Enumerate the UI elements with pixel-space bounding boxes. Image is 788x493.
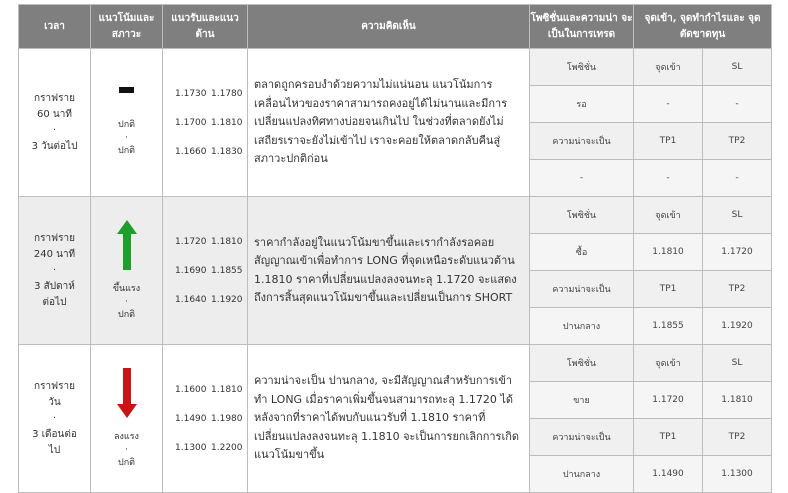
- timeframe-line: ต่อไป: [42, 296, 67, 308]
- trade-cell: TP1: [634, 271, 703, 308]
- timeframe-line: กราฟราย: [34, 92, 75, 104]
- status-separator: ·: [125, 296, 128, 307]
- levels-cell: [163, 197, 248, 345]
- resistance-level: 1.2200: [211, 442, 243, 453]
- trade-cell: ความน่าจะเป็น: [530, 419, 634, 456]
- timeframe-cell: [19, 197, 91, 345]
- trade-cell: รอ: [530, 86, 634, 123]
- timeframe-line: กราฟราย: [34, 232, 75, 244]
- timeframe-line: ไป: [48, 444, 61, 456]
- header-targets: จุดเข้า, จุดทำกำไรและ จุดตัดขาดทุน: [634, 5, 772, 49]
- trend-label: ปกติ: [117, 120, 135, 130]
- green-up-arrow-icon: [117, 220, 137, 270]
- timeframe-line: กราฟราย: [34, 380, 75, 392]
- trade-cell: ความน่าจะเป็น: [530, 271, 634, 308]
- resistance-level: 1.1855: [211, 265, 243, 276]
- timeframe-line: ·: [52, 412, 57, 424]
- timeframe-line: ·: [52, 264, 57, 276]
- timeframe-line: 60 นาที: [37, 108, 72, 120]
- trade-cell: -: [703, 86, 772, 123]
- trade-cell: -: [530, 160, 634, 197]
- header-time: เวลา: [19, 5, 91, 49]
- trade-cell: TP1: [634, 419, 703, 456]
- trend-cell: [91, 345, 163, 493]
- resistance-level: 1.1830: [211, 146, 243, 157]
- levels-cell: [163, 345, 248, 493]
- header-levels: แนวรับและแนว ต้าน: [163, 5, 248, 49]
- header-row: [19, 5, 772, 49]
- trade-cell: TP2: [703, 123, 772, 160]
- timeframe-cell: [19, 49, 91, 197]
- header-position: โพซิชั่นและความน่า จะเป็นในการเทรด: [530, 5, 634, 49]
- trade-cell: 1.1720: [703, 234, 772, 271]
- volatility-label: ปกติ: [117, 146, 135, 156]
- trade-cell: ความน่าจะเป็น: [530, 123, 634, 160]
- trade-cell: 1.1300: [703, 456, 772, 493]
- status-separator: ·: [125, 133, 128, 143]
- trade-cell: 1.1920: [703, 308, 772, 345]
- support-level: 1.1690: [175, 265, 207, 276]
- forecast-table: [18, 4, 772, 493]
- support-level: 1.1660: [175, 146, 207, 157]
- trend-cell: [91, 197, 163, 345]
- table-row: [19, 197, 772, 234]
- trend-label: ขึ้นแรง: [112, 283, 141, 294]
- trade-cell: ปานกลาง: [530, 456, 634, 493]
- trade-cell: 1.1810: [703, 382, 772, 419]
- trade-cell: TP2: [703, 271, 772, 308]
- table-row: [19, 49, 772, 86]
- trade-cell: SL: [703, 197, 772, 234]
- trade-cell: ซื้อ: [530, 234, 634, 271]
- trade-cell: SL: [703, 345, 772, 382]
- red-down-arrow-icon: [117, 368, 137, 418]
- trade-cell: โพซิชั่น: [530, 49, 634, 86]
- trade-cell: โพซิชั่น: [530, 345, 634, 382]
- trade-cell: 1.1810: [634, 234, 703, 271]
- timeframe-line: ·: [52, 124, 57, 136]
- analysis-cell: ตลาดถูกครอบงำด้วยความไม่แน่นอน แนวโน้มการเคลื่อนไหวของราคาสามารถคงอยู่ได้ไม่นานและมีการเปลี่ยนแปลงทิศทางบ่อยจนเกินไป ในช่วงที่ตลาดยังไม่เสถียรเราจะยังไม่เข้าไป เราจะคอยให้ตลาดกลับคืนสู่สภาวะปกติก่อน: [248, 49, 530, 197]
- resistance-level: 1.1810: [211, 117, 243, 128]
- resistance-level: 1.1780: [211, 88, 243, 99]
- support-level: 1.1730: [175, 88, 207, 99]
- trade-cell: จุดเข้า: [634, 345, 703, 382]
- support-level: 1.1300: [175, 442, 207, 453]
- trade-cell: จุดเข้า: [634, 49, 703, 86]
- header-analysis: ความคิดเห็น: [248, 5, 530, 49]
- timeframe-line: 3 วันต่อไป: [31, 140, 78, 152]
- table-row: [19, 345, 772, 382]
- analysis-cell: ราคากำลังอยู่ในแนวโน้มขาขึ้นและเรากำลังรอคอยสัญญาณเข้าเพื่อทำการ LONG ที่จุดเหนือระดับแนวต้าน 1.1810 ราคาที่เปลี่ยนแปลงลงจนทะลุ 1.1720 จะแสดงถึงการสิ้นสุดแนวโน้มขาขึ้นและเปลี่ยนเป็นการ SHORT: [248, 197, 530, 345]
- support-level: 1.1490: [175, 413, 207, 424]
- support-level: 1.1600: [175, 384, 207, 395]
- timeframe-cell: [19, 345, 91, 493]
- trend-label: ลงแรง: [114, 431, 139, 442]
- resistance-level: 1.1920: [211, 294, 243, 305]
- trade-cell: 1.1855: [634, 308, 703, 345]
- levels-cell: [163, 49, 248, 197]
- trade-cell: SL: [703, 49, 772, 86]
- trade-cell: จุดเข้า: [634, 197, 703, 234]
- trade-cell: ขาย: [530, 382, 634, 419]
- trade-cell: 1.1490: [634, 456, 703, 493]
- trade-cell: โพซิชั่น: [530, 197, 634, 234]
- support-level: 1.1720: [175, 236, 207, 247]
- header-trend: แนวโน้มและ สภาวะ: [91, 5, 163, 49]
- timeframe-line: วัน: [48, 396, 61, 408]
- timeframe-line: 3 เดือนต่อ: [32, 428, 77, 440]
- trade-cell: -: [634, 160, 703, 197]
- timeframe-line: 3 สัปดาห์: [34, 280, 75, 292]
- trade-cell: TP2: [703, 419, 772, 456]
- trade-cell: 1.1720: [634, 382, 703, 419]
- trade-cell: ปานกลาง: [530, 308, 634, 345]
- trade-cell: -: [634, 86, 703, 123]
- support-level: 1.1700: [175, 117, 207, 128]
- trade-cell: -: [703, 160, 772, 197]
- support-level: 1.1640: [175, 294, 207, 305]
- flat-bar-icon: [119, 87, 134, 93]
- resistance-level: 1.1980: [211, 413, 243, 424]
- volatility-label: ปกติ: [117, 457, 135, 468]
- status-separator: ·: [125, 444, 128, 455]
- resistance-level: 1.1810: [211, 236, 243, 247]
- trade-cell: TP1: [634, 123, 703, 160]
- trend-cell: [91, 49, 163, 197]
- resistance-level: 1.1810: [211, 384, 243, 395]
- volatility-label: ปกติ: [117, 309, 135, 320]
- timeframe-line: 240 นาที: [33, 248, 76, 260]
- analysis-cell: ความน่าจะเป็น ปานกลาง, จะมีสัญญาณสำหรับการเข้าทำ LONG เมื่อราคาเพิ่มขึ้นจนสามารถทะลุ 1.1720 ได้หลังจากที่ราคาได้พบกับแนวรับที่ 1.1810 ราคาที่เปลี่ยนแปลงลงจนทะลุ 1.1810 จะเป็นการยกเลิกการเกิดแนวโน้มขาขึ้น: [248, 345, 530, 493]
